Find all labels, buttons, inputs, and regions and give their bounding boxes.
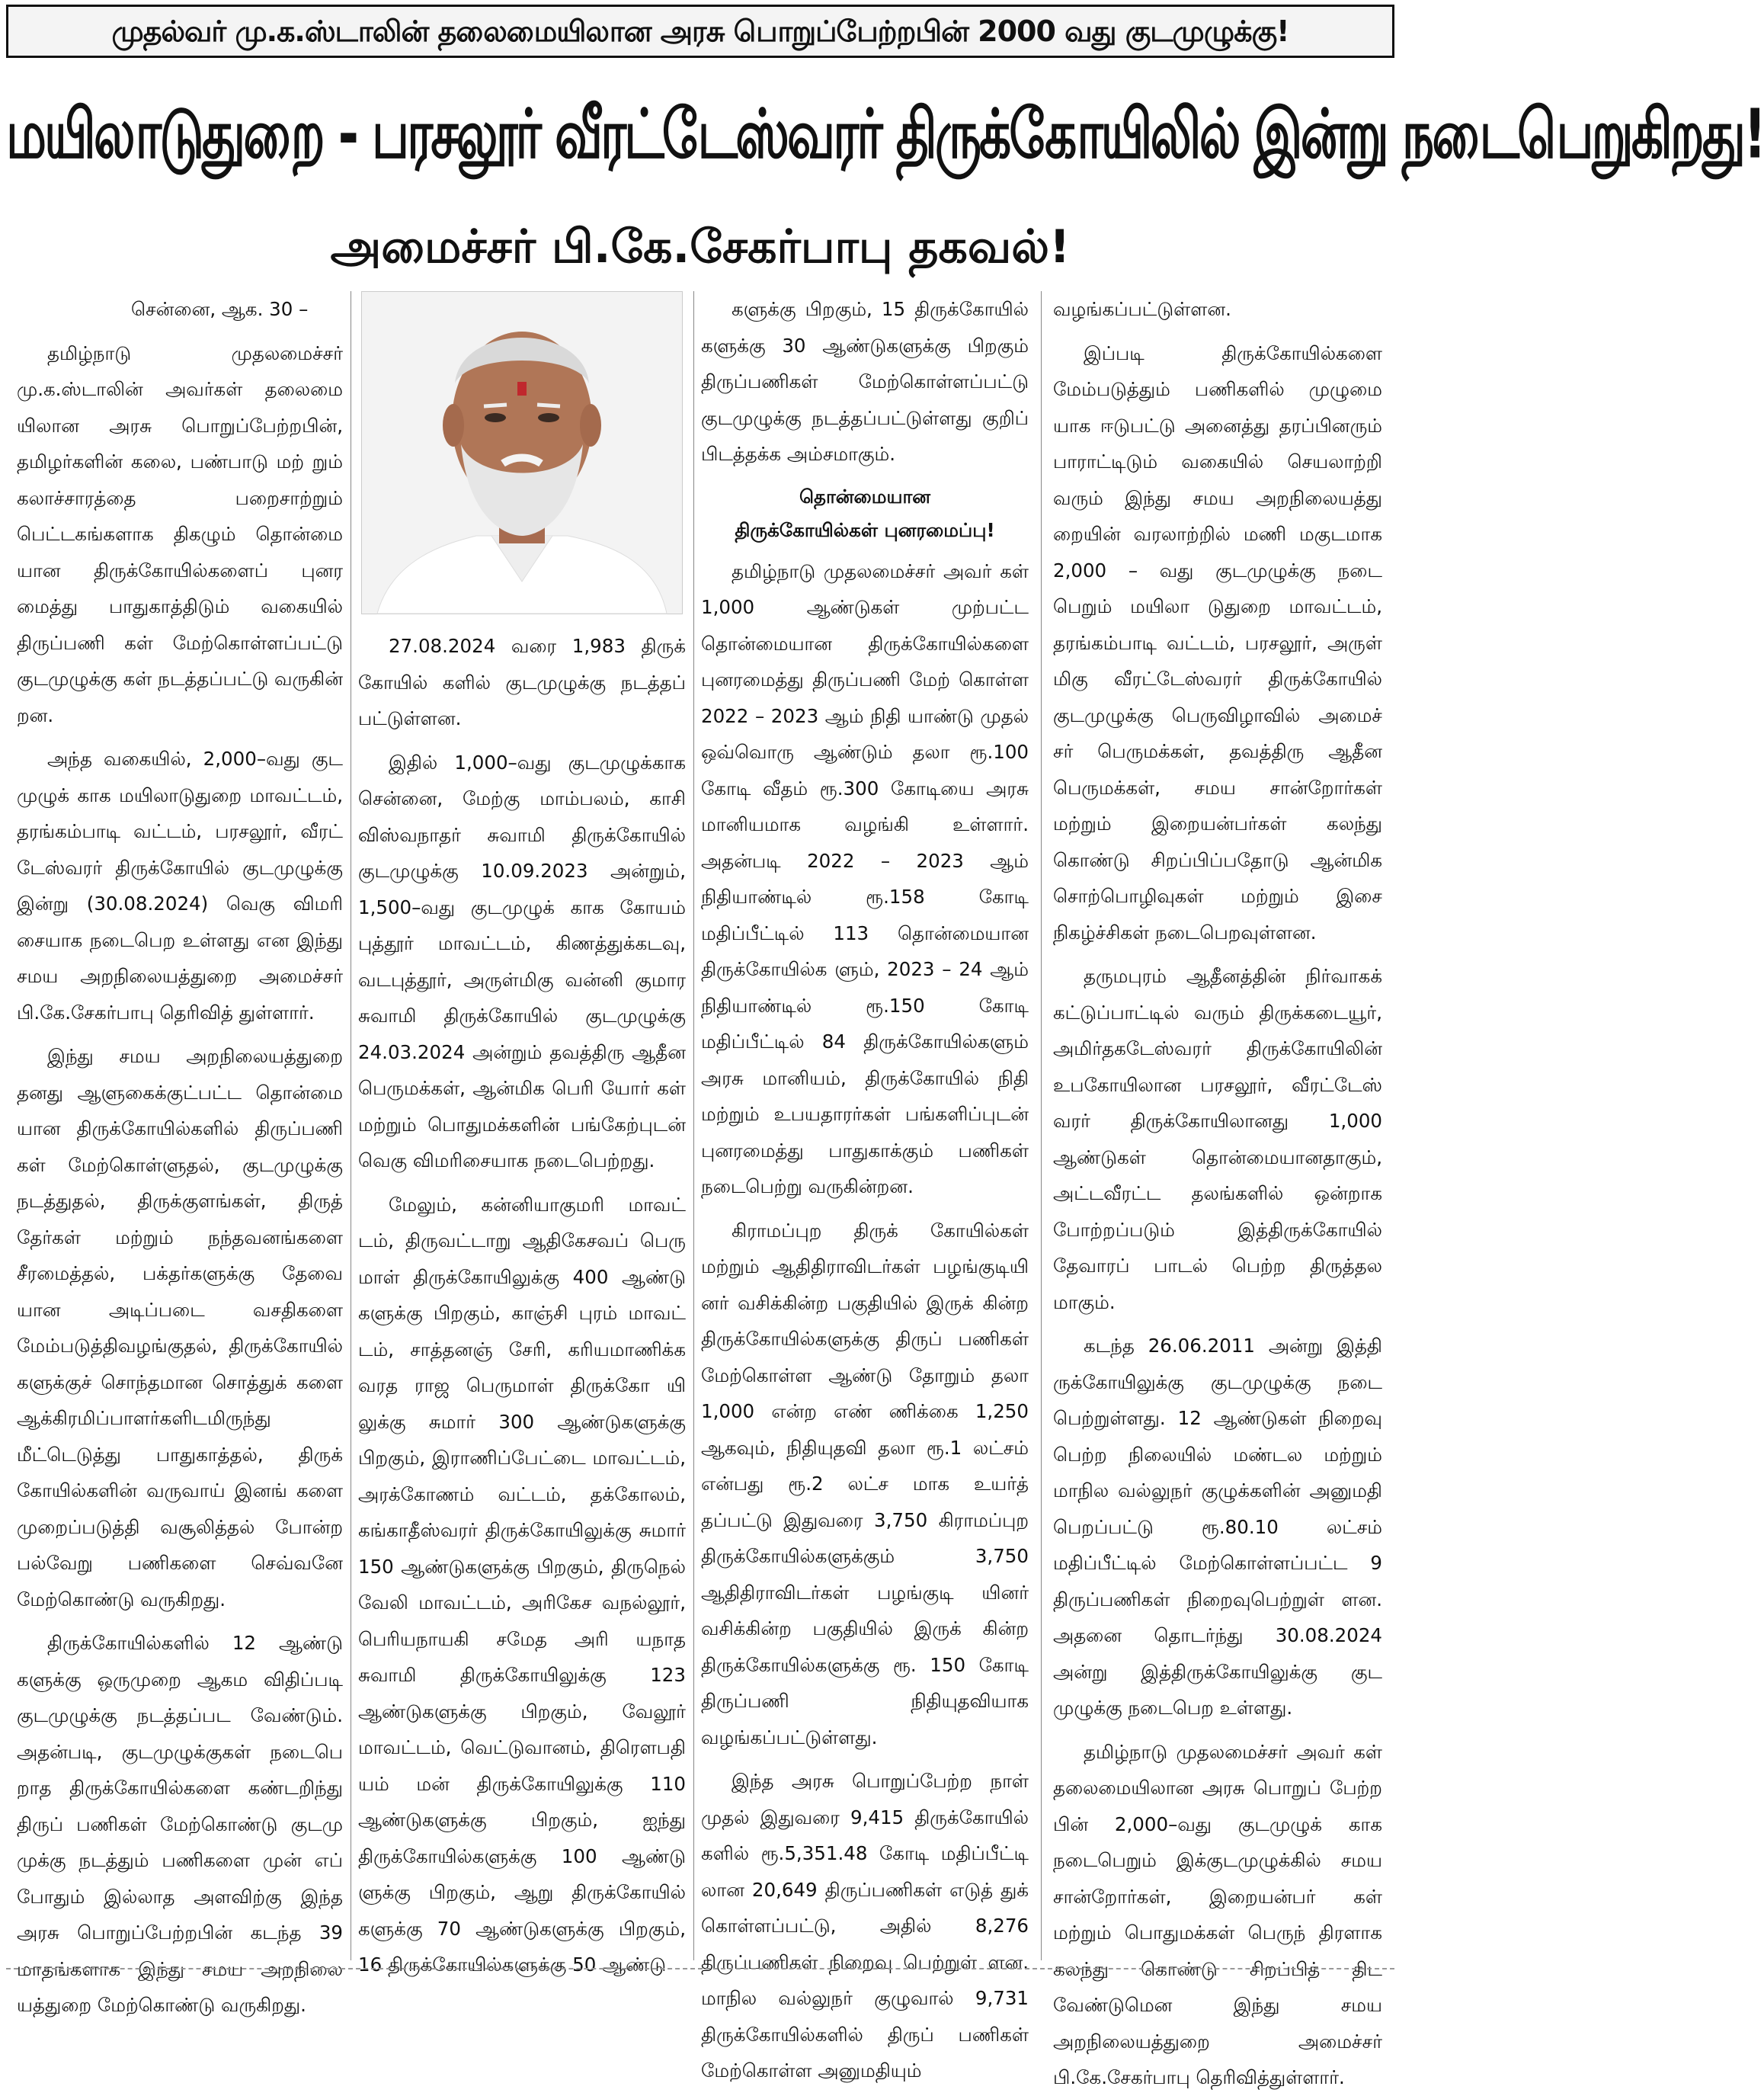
paragraph: இந்து சமய அறநிலையத்துறை தனது ஆளுகைக்குட்பட்ட தொன்மை யான திருக்கோயில்களில் திருப்பணி கள் மேற்கொள்ளுதல், குடமுழுக்கு நடத்துதல், திருக்குளங்கள், திருத் தேர்கள் மற்றும் நந்தவனங்களை சீரமைத்தல், பக்தர்களுக்கு தேவை யான அடிப்படை வசதிகளை மேம்படுத்திவழங்குதல், திருக்கோயில் களுக்குச் சொந்தமான சொத்துக் களை ஆக்கிரமிப்பாளர்களிடமிருந்து மீட்டெடுத்து பாதுகாத்தல், திருக் கோயில்களின் வருவாய் இனங் களை முறைப்படுத்தி வசூலித்தல் போன்ற பல்வேறு பணிகளை செவ்வனே மேற்கொண்டு வருகிறது.: [17, 1045, 343, 1610]
bottom-dashed-rule: [6, 1968, 1394, 1969]
paragraph: 27.08.2024 வரை 1,983 திருக் கோயில் களில் குடமுழுக்கு நடத்தப் பட்டுள்ளன.: [358, 635, 686, 729]
paragraph: இந்த அரசு பொறுப்பேற்ற நாள் முதல் இதுவரை 9,415 திருக்கோயில் களில் ரூ.5,351.48 கோடி மதிப்பீட்டி லான 20,649 திருப்பணிகள் எடுத் துக் கொள்ளப்பட்டு, அதில் 8,276 திருப்பணிகள் நிறைவு பெற்றுள் ளன. மாநில வல்லுநர் குழுவால் 9,731 திருக்கோயில்களில் திருப் பணிகள் மேற்கொள்ள அனுமதியும்: [701, 1770, 1029, 2082]
sub-headline: அமைச்சர் பி.கே.சேகர்பாபு தகவல்!: [330, 220, 1071, 274]
dateline: சென்னை, ஆக. 30 –: [131, 298, 309, 320]
paragraph: திருக்கோயில்களில் 12 ஆண்டு களுக்கு ஒருமுறை ஆகம விதிப்படி குடமுழுக்கு நடத்தப்பட வேண்டும். அதன்படி, குடமுழுக்குகள் நடைபெ றாத திருக்கோயில்களை கண்டறிந்து திருப் பணிகள் மேற்கொண்டு குடமு முக்கு நடத்தும் பணிகளை முன் எப் போதும் இல்லாத அளவிற்கு இந்த அரசு பொறுப்பேற்றபின் கடந்த 39 மாதங்களாக இந்து சமய அறநிலை யத்துறை மேற்கொண்டு வருகிறது.: [17, 1632, 343, 2016]
article-column-1: [17, 291, 343, 2016]
paragraph: கடந்த 26.06.2011 அன்று இத்தி ருக்கோயிலுக்கு குடமுழுக்கு நடை பெற்றுள்ளது. 12 ஆண்டுகள் நிறைவு பெற்ற நிலையில் மண்டல மற்றும் மாநில வல்லுநர் குழுக்களின் அனுமதி பெறப்பட்டு ரூ.80.10 லட்சம் மதிப்பீட்டில் மேற்கொள்ளப்பட்ட 9 திருப்பணிகள் நிறைவுபெற்றுள் ளன. அதனை தொடர்ந்து 30.08.2024 அன்று இத்திருக்கோயிலுக்கு குட முழுக்கு நடைபெற உள்ளது.: [1053, 1335, 1382, 1719]
column-divider: [1041, 291, 1042, 1960]
paragraph: தமிழ்நாடு முதலமைச்சர் அவர் கள் 1,000 ஆண்டுகள் முற்பட்ட தொன்மையான திருக்கோயில்களை புனரமைத்து திருப்பணி மேற் கொள்ள 2022 – 2023 ஆம் நிதி யாண்டு முதல் ஒவ்வொரு ஆண்டும் தலா ரூ.100 கோடி வீதம் ரூ.300 கோடியை அரசு மானியமாக வழங்கி உள்ளார். அதன்படி 2022 – 2023 ஆம் நிதியாண்டில் ரூ.158 கோடி மதிப்பீட்டில் 113 தொன்மையான திருக்கோயில்க ளும், 2023 – 24 ஆம் நிதியாண்டில் ரூ.150 கோடி மதிப்பீட்டில் 84 திருக்கோயில்களும் அரசு மானியம், திருக்கோயில் நிதி மற்றும் உபயதாரர்கள் பங்களிப்புடன் புனரமைத்து பாதுகாக்கும் பணிகள் நடைபெற்று வருகின்றன.: [701, 559, 1029, 1197]
paragraph: மேலும், கன்னியாகுமரி மாவட் டம், திருவட்டாறு ஆதிகேசவப் பெரு மாள் திருக்கோயிலுக்கு 400 ஆண்டு களுக்கு பிறகும், காஞ்சி புரம் மாவட் டம், சாத்தனஞ் சேரி, கரியமாணிக்க வரத ராஜ பெருமாள் திருக்கோ யி லுக்கு சுமார் 300 ஆண்டுகளுக்கு பிறகும், இராணிப்பேட்டை மாவட்டம், அரக்கோணம் வட்டம், தக்கோலம், கங்காதீஸ்வரர் திருக்கோயிலுக்கு சுமார் 150 ஆண்டுகளுக்கு பிறகும், திருநெல் வேலி மாவட்டம், அரிகேச வநல்லூர், பெரியநாயகி சமேத அரி யநாத சுவாமி திருக்கோயிலுக்கு 123 ஆண்டுகளுக்கு பிறகும், வேலூர் மாவட்டம், வெட்டுவானம், திரௌபதி யம் மன் திருக்கோயிலுக்கு 110 ஆண்டுகளுக்கு பிறகும், ஐந்து திருக்கோயில்களுக்கு 100 ஆண்டு ளுக்கு பிறகும், ஆறு திருக்கோயில் களுக்கு 70 ஆண்டுகளுக்கு பிறகும், 16 திருக்கோயில்களுக்கு 50 ஆண்டு: [358, 1193, 686, 1976]
top-banner-headline: முதல்வர் மு.க.ஸ்டாலின் தலைமையிலான அரசு பொறுப்பேற்றபின் 2000 வது குடமுழுக்கு!: [6, 5, 1394, 58]
subheading-line-2: திருக்கோயில்கள் புனரமைப்பு!: [735, 518, 995, 541]
minister-portrait-photo: [361, 291, 683, 614]
article-column-4: [1053, 291, 1382, 2088]
paragraph: வழங்கப்பட்டுள்ளன.: [1053, 298, 1231, 320]
portrait-illustration: [362, 292, 682, 614]
paragraph: அந்த வகையில், 2,000–வது குட முழுக் காக மயிலாடுதுறை மாவட்டம், தரங்கம்பாடி வட்டம், பரசலூர், வீரட் டேஸ்வரர் திருக்கோயில் குடமுழுக்கு இன்று (30.08.2024) வெகு விமரி சையாக நடைபெற உள்ளது என இந்து சமய அறநிலையத்துறை அமைச்சர் பி.கே.சேகர்பாபு தெரிவித் துள்ளார்.: [17, 748, 343, 1024]
main-headline: மயிலாடுதுறை - பரசலூர் வீரட்டேஸ்வரர் திருக்கோயிலில் இன்று நடைபெறுகிறது!: [6, 95, 1764, 175]
paragraph: இதில் 1,000–வது குடமுழுக்காக சென்னை, மேற்கு மாம்பலம், காசி விஸ்வநாதர் சுவாமி திருக்கோயில் குடமுழுக்கு 10.09.2023 அன்றும், 1,500–வது குடமுழுக் காக கோயம் புத்தூர் மாவட்டம், கிணத்துக்கடவு, வடபுத்தூர், அருள்மிகு வன்னி குமார சுவாமி திருக்கோயில் குடமுழுக்கு 24.03.2024 அன்றும் தவத்திரு ஆதீன பெருமக்கள், ஆன்மிக பெரி யோர் கள் மற்றும் பொதுமக்களின் பங்கேற்புடன் வெகு விமரிசையாக நடைபெற்றது.: [358, 751, 686, 1171]
paragraph: தமிழ்நாடு முதலமைச்சர் அவர் கள் தலைமையிலான அரசு பொறுப் பேற்ற பின் 2,000–வது குடமுழுக் காக நடைபெறும் இக்குடமுழுக்கில் சமய சான்றோர்கள், இறையன்பர் கள் மற்றும் பொதுமக்கள் பெருந் திரளாக கலந்து கொண்டு சிறப்பித் திட வேண்டுமென இந்து சமய அறநிலையத்துறை அமைச்சர் பி.கே.சேகர்பாபு தெரிவித்துள்ளார்.: [1053, 1740, 1382, 2088]
paragraph: தருமபுரம் ஆதீனத்தின் நிர்வாகக் கட்டுப்பாட்டில் வரும் திருக்கடையூர், அமிர்தகடேஸ்வரர் திருக்கோயிலின் உபகோயிலான பரசலூர், வீரட்டேஸ் வரர் திருக்கோயிலானது 1,000 ஆண்டுகள் தொன்மையானதாகும், அட்டவீரட்ட தலங்களில் ஒன்றாக போற்றப்படும் இத்திருக்கோயில் தேவாரப் பாடல் பெற்ற திருத்தல மாகும்.: [1053, 965, 1382, 1313]
paragraph: களுக்கு பிறகும், 15 திருக்கோயில் களுக்கு 30 ஆண்டுகளுக்கு பிறகும் திருப்பணிகள் மேற்கொள்ளப்பட்டு குடமுழுக்கு நடத்தப்பட்டுள்ளது குறிப் பிடத்தக்க அம்சமாகும்.: [701, 298, 1029, 465]
column-divider: [693, 291, 694, 1960]
paragraph: கிராமப்புற திருக் கோயில்கள் மற்றும் ஆதிதிராவிடர்கள் பழங்குடியி னர் வசிக்கின்ற பகுதியில் இருக் கின்ற திருக்கோயில்களுக்கு திருப் பணிகள் மேற்கொள்ள ஆண்டு தோறும் தலா 1,000 என்ற எண் ணிக்கை 1,250 ஆகவும், நிதியுதவி தலா ரூ.1 லட்சம் என்பது ரூ.2 லட்ச மாக உயர்த் தப்பட்டு இதுவரை 3,750 கிராமப்புற திருக்கோயில்களுக்கும் 3,750 ஆதிதிராவிடர்கள் பழங்குடி யினர் வசிக்கின்ற பகுதியில் இருக் கின்ற திருக்கோயில்களுக்கு ரூ. 150 கோடி திருப்பணி நிதியுதவியாக வழங்கப்பட்டுள்ளது.: [701, 1219, 1029, 1748]
article-column-3: [701, 291, 1029, 2082]
paragraph: தமிழ்நாடு முதலமைச்சர் மு.க.ஸ்டாலின் அவர்கள் தலைமை யிலான அரசு பொறுப்பேற்றபின், தமிழர்களின் கலை, பண்பாடு மற் றும் கலாச்சாரத்தை பறைசாற்றும் பெட்டகங்களாக திகழும் தொன்மை யான திருக்கோயில்களைப் புனர மைத்து பாதுகாத்திடும் வகையில் திருப்பணி கள் மேற்கொள்ளப்பட்டு குடமுழுக்கு கள் நடத்தப்பட்டு வருகின் றன.: [17, 341, 343, 726]
article-column-2: [358, 291, 686, 1976]
paragraph: இப்படி திருக்கோயில்களை மேம்படுத்தும் பணிகளில் முழுமை யாக ஈடுபட்டு அனைத்து தரப்பினரும் பாராட்டிடும் வகையில் செயலாற்றி வரும் இந்து சமய அறநிலையத்து றையின் வரலாற்றில் மணி மகுடமாக 2,000 – வது குடமுழுக்கு நடை பெறும் மயிலா டுதுறை மாவட்டம், தரங்கம்பாடி வட்டம், பரசலூர், அருள் மிகு வீரட்டேஸ்வரர் திருக்கோயில் குடமுழுக்கு பெருவிழாவில் அமைச் சர் பெருமக்கள், தவத்திரு ஆதீன பெருமக்கள், சமய சான்றோர்கள் மற்றும் இறையன்பர்கள் கலந்து கொண்டு சிறப்பிப்பதோடு ஆன்மிக சொற்பொழிவுகள் மற்றும் இசை நிகழ்ச்சிகள் நடைபெறவுள்ளன.: [1053, 341, 1382, 944]
section-subheading: [701, 480, 1029, 547]
subheading-line-1: தொன்மையான: [799, 485, 931, 508]
